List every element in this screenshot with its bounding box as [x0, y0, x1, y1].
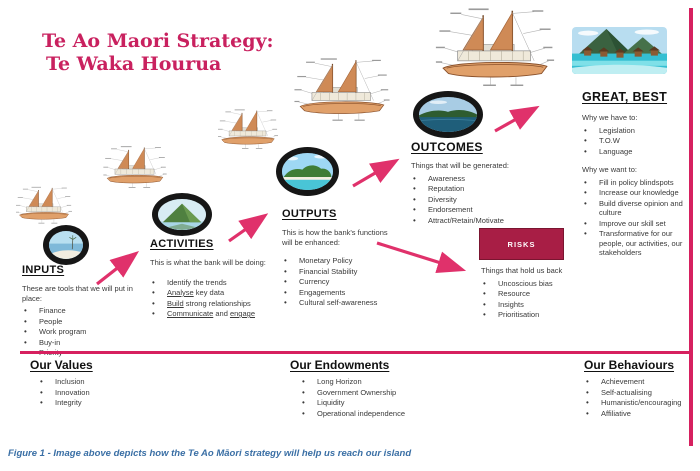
- figure-caption: Figure 1 - Image above depicts how the Te Ao Māori strategy will help us reach our island: [8, 448, 412, 459]
- list-item: • T.O.W: [582, 136, 688, 146]
- risks-label: RISKS: [507, 239, 536, 249]
- list-item: • Legislation: [582, 126, 688, 136]
- list-item: • Financial Stability: [282, 267, 390, 277]
- list-item: • Long Horizon: [300, 377, 480, 387]
- great-group1-list: [582, 126, 688, 157]
- inputs-section: [22, 264, 144, 359]
- outputs-island-badge: [276, 147, 339, 196]
- values-list: [38, 377, 200, 408]
- waka-diagram-icon: [16, 186, 72, 226]
- list-item: • Awareness: [411, 174, 533, 184]
- values-section: [30, 358, 200, 409]
- list-item: • Endorsement: [411, 205, 533, 215]
- page-title-line2: Te Waka Hourua: [46, 53, 222, 75]
- footer-divider: [20, 351, 691, 354]
- waka-diagram-icon: [103, 146, 167, 190]
- waka-diagram-icon: [218, 106, 278, 154]
- inputs-heading: INPUTS: [22, 264, 65, 276]
- list-item: • Prioritisation: [481, 310, 586, 320]
- activities-heading: ACTIVITIES: [150, 238, 214, 250]
- waka-diagram-icon: [432, 8, 558, 90]
- list-item: • Improve our skill set: [582, 219, 688, 229]
- activities-intro: This is what the bank will be doing:: [150, 258, 266, 267]
- list-item: • Transformative for our people, our activities, our stakeholders: [582, 229, 688, 258]
- great-best-heading: GREAT, BEST: [582, 90, 668, 104]
- risks-list: [481, 279, 586, 320]
- list-item: • Monetary Policy: [282, 256, 390, 266]
- list-item: • Currency: [282, 277, 390, 287]
- great-best-section: [582, 90, 688, 259]
- outcomes-island-badge: [413, 91, 483, 138]
- list-item: • Reputation: [411, 184, 533, 194]
- arrow-outputs-outcomes-icon: [353, 162, 394, 186]
- list-item: • Buy-in: [22, 338, 144, 348]
- list-item: • Finance: [22, 306, 144, 316]
- destination-island-photo: [572, 27, 667, 74]
- great-group1-intro: Why we have to:: [582, 113, 638, 122]
- activities-section: [150, 238, 268, 320]
- inputs-list: [22, 306, 144, 358]
- list-item: • People: [22, 317, 144, 327]
- endowments-heading: Our Endowments: [290, 358, 390, 372]
- inputs-island-badge: [43, 225, 89, 265]
- right-border-rule: [689, 8, 693, 446]
- list-item: • Liquidity: [300, 398, 480, 408]
- outputs-intro: This is how the bank's functions will be enhanced:: [282, 228, 388, 247]
- values-heading: Our Values: [30, 358, 93, 372]
- outputs-heading: OUTPUTS: [282, 208, 337, 220]
- risks-intro: Things that hold us back: [481, 266, 563, 275]
- list-item: • Language: [582, 147, 688, 157]
- activities-island-badge: [152, 193, 212, 236]
- outputs-section: [282, 208, 390, 309]
- arrow-outcomes-great-icon: [495, 109, 534, 131]
- outcomes-heading: OUTCOMES: [411, 140, 483, 154]
- list-item: • Engagements: [282, 288, 390, 298]
- list-item: • Affiliative: [584, 409, 688, 419]
- behaviours-list: [584, 377, 688, 418]
- list-item: • Self-actualising: [584, 388, 688, 398]
- list-item: • Attract/Retain/Motivate: [411, 216, 533, 226]
- list-item: • Integrity: [38, 398, 200, 408]
- behaviours-section: [584, 358, 688, 419]
- list-item: • Insights: [481, 300, 586, 310]
- list-item: • Achievement: [584, 377, 688, 387]
- risks-badge: [479, 228, 564, 260]
- list-item: • Communicate and engage: [150, 309, 268, 319]
- list-item: • Build diverse opinion and culture: [582, 199, 688, 218]
- outcomes-section: [411, 140, 533, 226]
- list-item: • Humanistic/encouraging: [584, 398, 688, 408]
- inputs-intro: These are tools that we will put in place:: [22, 284, 133, 303]
- page-title: [42, 30, 274, 76]
- list-item: • Government Ownership: [300, 388, 480, 398]
- outcomes-intro: Things that will be generated:: [411, 161, 509, 170]
- endowments-section: [290, 358, 480, 419]
- list-item: • Identify the trends: [150, 278, 268, 288]
- list-item: • Work program: [22, 327, 144, 337]
- list-item: • Innovation: [38, 388, 200, 398]
- list-item: • Analyse key data: [150, 288, 268, 298]
- list-item: • Inclusion: [38, 377, 200, 387]
- outputs-list: [282, 256, 390, 308]
- list-item: • Uncoscious bias: [481, 279, 586, 289]
- list-item: • Cultural self-awareness: [282, 298, 390, 308]
- behaviours-heading: Our Behaviours: [584, 358, 675, 372]
- list-item: • Increase our knowledge: [582, 188, 688, 198]
- activities-list: [150, 278, 268, 319]
- list-item: • Diversity: [411, 195, 533, 205]
- great-group2-intro: Why we want to:: [582, 165, 638, 174]
- list-item: • Operational independence: [300, 409, 480, 419]
- list-item: • Fill in policy blindspots: [582, 178, 688, 188]
- outcomes-list: [411, 174, 533, 226]
- list-item: • Build strong relationships: [150, 299, 268, 309]
- list-item: • Resource: [481, 289, 586, 299]
- endowments-list: [300, 377, 480, 418]
- waka-diagram-icon: [292, 58, 392, 124]
- risks-section: [481, 266, 586, 321]
- great-group2-list: [582, 178, 688, 258]
- page-title-line1: Te Ao Maori Strategy:: [42, 30, 274, 52]
